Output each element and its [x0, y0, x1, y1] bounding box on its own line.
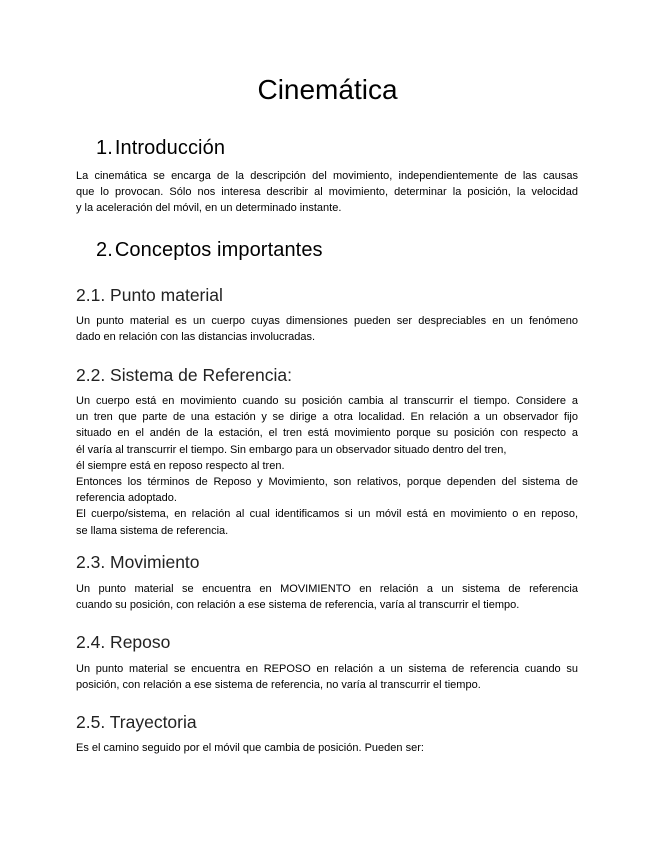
subsection-heading-reposo: 2.4. Reposo: [76, 632, 171, 652]
paragraph-line: dado en relación con las distancias involucradas.: [76, 331, 316, 344]
paragraph-line: Es el camino seguido por el móvil que cambia de posición. Pueden ser:: [76, 742, 424, 754]
paragraph-trayectoria: [76, 740, 578, 756]
paragraph-line: y la aceleración del móvil, en un determinado instante.: [76, 202, 342, 215]
section-number: 2.: [96, 239, 113, 261]
paragraph-punto-material: [76, 313, 578, 345]
paragraph-sistema-referencia: [76, 393, 578, 539]
subsection-heading-movimiento: 2.3. Movimiento: [76, 552, 200, 572]
section-number: 1.: [96, 137, 113, 159]
paragraph-line: El cuerpo/sistema, en relación al cual identificamos si un móvil está en movimiento o en reposo,: [76, 508, 578, 521]
paragraph-movimiento: [76, 581, 578, 613]
section-title: Conceptos importantes: [114, 239, 323, 261]
paragraph-line: Un punto material se encuentra en REPOSO en relación a un sistema de referencia cuando su: [76, 663, 578, 675]
subsection-heading-trayectoria: 2.5. Trayectoria: [76, 712, 197, 732]
paragraph-line: un tren que parte de una estación y se dirige a otra localidad. En relación a un observador fijo: [76, 411, 578, 424]
paragraph-line: él varía al transcurrir el tiempo. Sin embargo para un observador situado dentro del tren,: [76, 443, 507, 456]
subsection-heading-sistema-referencia: 2.2. Sistema de Referencia:: [76, 365, 292, 385]
paragraph-line: Un punto material es un cuerpo cuyas dimensiones pueden ser despreciables en un fenómeno: [76, 315, 578, 327]
paragraph-line: Un punto material se encuentra en MOVIMIENTO en relación a un sistema de referencia: [76, 583, 578, 595]
paragraph-line: él siempre está en reposo respecto al tren.: [76, 459, 285, 472]
paragraph-line: referencia adoptado.: [76, 492, 177, 505]
subsection-heading-punto-material: 2.1. Punto material: [76, 285, 223, 305]
paragraph-line: Un cuerpo está en movimiento cuando su posición cambia al transcurrir el tiempo. Considere a: [76, 395, 578, 407]
section-heading-conceptos: [96, 239, 323, 262]
paragraph-line: cuando su posición, con relación a ese sistema de referencia, varía al transcurrir el tiempo.: [76, 599, 520, 612]
paragraph-line: se llama sistema de referencia.: [76, 524, 229, 537]
paragraph-line: La cinemática se encarga de la descripción del movimiento, independientemente de las causas: [76, 170, 578, 182]
paragraph-line: que lo provocan. Sólo nos interesa describir al movimiento, determinar la posición, la velocidad: [76, 186, 578, 199]
paragraph-line: posición, con relación a ese sistema de referencia, no varía al transcurrir el tiempo.: [76, 679, 481, 692]
document-title: Cinemática: [257, 74, 398, 105]
section-title: Introducción: [114, 137, 226, 159]
section-heading-introduccion: [96, 137, 225, 160]
paragraph-line: situado en el andén de la estación, el tren está movimiento porque su posición con respecto a: [76, 427, 578, 440]
paragraph-reposo: [76, 661, 578, 693]
paragraph-line: Entonces los términos de Reposo y Movimiento, son relativos, porque dependen del sistema de: [76, 476, 578, 489]
paragraph-introduccion: [76, 168, 578, 217]
